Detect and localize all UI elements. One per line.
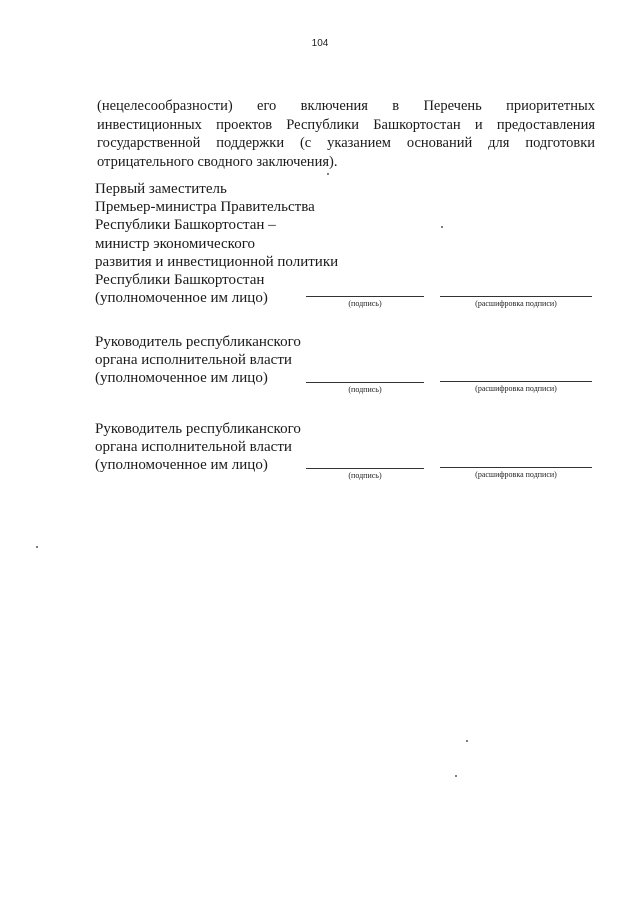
decoding-line bbox=[440, 467, 592, 468]
signatory-title-line: Руководитель республиканского bbox=[95, 421, 301, 437]
signatory-title-line: развития и инвестиционной политики bbox=[95, 253, 339, 270]
signatory-title-line: Республики Башкортостан bbox=[95, 272, 265, 289]
decoding-caption: (расшифровка подписи) bbox=[475, 299, 557, 308]
paragraph-line: государственной поддержки (с указанием оснований для подготовки bbox=[97, 135, 595, 151]
signature-caption: (подпись) bbox=[348, 299, 382, 308]
signatory-title-line: органа исполнительной власти bbox=[95, 352, 292, 369]
signatory-title-first-deputy bbox=[95, 180, 338, 307]
paragraph-line: инвестиционных проектов Республики Башкортостан и предоставления bbox=[97, 116, 595, 133]
signatory-title-line: Республики Башкортостан – bbox=[95, 217, 276, 234]
paragraph-line: отрицательного сводного заключения). bbox=[97, 153, 338, 170]
signature-caption: (подпись) bbox=[348, 471, 382, 480]
signatory-title-line: (уполномоченное им лицо) bbox=[95, 457, 268, 474]
signatory-title-line: органа исполнительной власти bbox=[95, 439, 292, 456]
signature-line bbox=[306, 468, 424, 469]
scan-speck bbox=[455, 775, 457, 777]
signatory-title-line: (уполномоченное им лицо) bbox=[95, 370, 268, 387]
page-number: 104 bbox=[311, 38, 329, 49]
signatory-title-line: Первый заместитель bbox=[95, 181, 227, 197]
signatory-title-line: Премьер-министра Правительства bbox=[95, 199, 315, 216]
body-paragraph bbox=[97, 97, 595, 171]
signatory-title-republic-head bbox=[95, 420, 301, 475]
scan-speck bbox=[466, 740, 468, 742]
scan-speck bbox=[36, 546, 38, 548]
scan-speck bbox=[441, 226, 443, 228]
decoding-line bbox=[440, 381, 592, 382]
signatory-title-line: Руководитель республиканского bbox=[95, 334, 301, 350]
signature-caption: (подпись) bbox=[348, 385, 382, 394]
signatory-title-republic-head bbox=[95, 333, 301, 388]
decoding-caption: (расшифровка подписи) bbox=[475, 470, 557, 479]
paragraph-line: (нецелесообразности) его включения в Перечень приоритетных bbox=[97, 98, 595, 114]
signature-line bbox=[306, 296, 424, 297]
scan-speck bbox=[327, 173, 329, 175]
signature-line bbox=[306, 382, 424, 383]
signatory-title-line: министр экономического bbox=[95, 235, 255, 252]
signatory-title-line: (уполномоченное им лицо) bbox=[95, 290, 268, 307]
decoding-line bbox=[440, 296, 592, 297]
decoding-caption: (расшифровка подписи) bbox=[475, 384, 557, 393]
